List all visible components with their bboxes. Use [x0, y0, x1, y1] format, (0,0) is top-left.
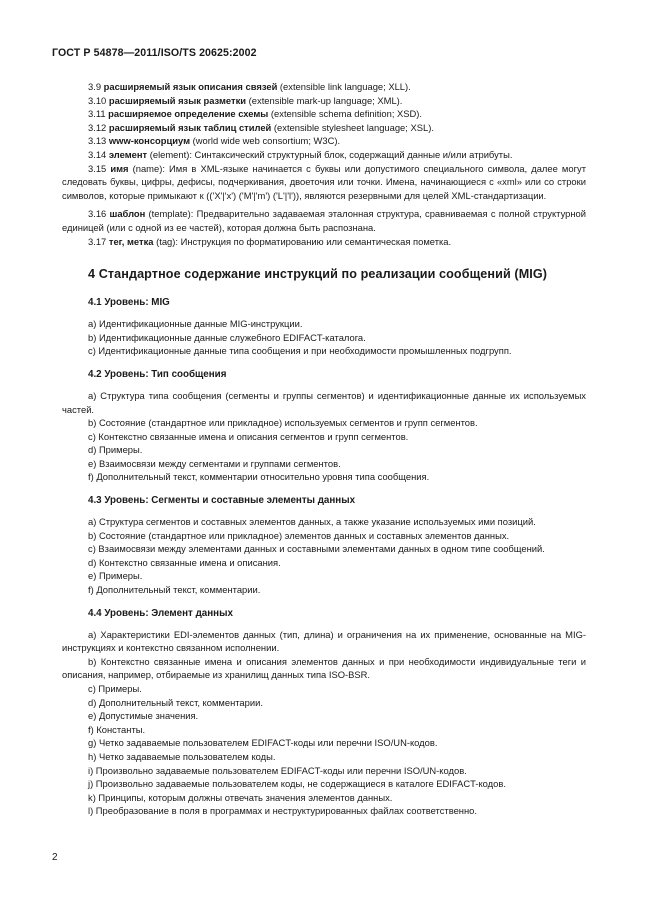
list-item: h) Четко задаваемые пользователем коды.	[88, 750, 276, 762]
list-item: c) Взаимосвязи между элементами данных и составными элементами данных в одном типе сообщений.	[88, 543, 545, 555]
list-item: b) Идентификационные данные служебного EDIFACT-каталога.	[88, 331, 366, 343]
list-item: d) Контекстно связанные имена и описания.	[88, 556, 281, 568]
list-item: l) Преобразование в поля в программах и неструктурированных файлах соответственно.	[88, 805, 477, 817]
definition-3-17: 3.17 тег, метка (tag): Инструкция по форматированию или семантическая пометка.	[88, 235, 452, 247]
subsection-4-2-title: 4.2 Уровень: Тип сообщения	[88, 368, 227, 380]
list-item: b) Контекстно связанные имена и описания элементов данных и при необходимости индивидуальные теги и описания, например, отбираемые из хранилищ данных типа ISO-BSR.	[62, 655, 586, 681]
subsection-4-3-title: 4.3 Уровень: Сегменты и составные элементы данных	[88, 495, 356, 507]
definition-3-13: 3.13 www-консорциум (world wide web consortium; W3C).	[88, 135, 341, 147]
page-content	[62, 80, 586, 818]
list-item: j) Произвольно задаваемые пользователем коды, не содержащиеся в каталоге EDIFACT-кодов.	[88, 778, 506, 790]
list-item: f) Дополнительный текст, комментарии.	[88, 584, 261, 596]
list-item: k) Принципы, которым должны отвечать значения элементов данных.	[88, 791, 393, 803]
running-header: ГОСТ Р 54878—2011/ISO/TS 20625:2002	[52, 47, 257, 59]
subsection-4-1-title: 4.1 Уровень: MIG	[88, 297, 170, 309]
list-item: b) Состояние (стандартное или прикладное) элементов данных и составных элементов данных.	[88, 529, 510, 541]
definition-3-14: 3.14 элемент (element): Синтаксический структурный блок, содержащий данные и/или атрибуты.	[88, 148, 513, 160]
list-item: c) Контекстно связанные имена и описания сегментов и групп сегментов.	[88, 430, 409, 442]
list-item: e) Примеры.	[88, 570, 143, 582]
list-item: d) Дополнительный текст, комментарии.	[88, 696, 263, 708]
list-item: a) Идентификационные данные MIG-инструкции.	[88, 318, 303, 330]
list-item: b) Состояние (стандартное или прикладное) используемых сегментов и групп сегментов.	[88, 417, 478, 429]
definition-3-15: 3.15 имя (name): Имя в XML-языке начинается с буквы или допустимого специального символа, далее могут следовать буквы, цифры, дефисы, подчеркивания, двоеточия или точки. Имена, начинающиеся с «xml» или со строки символов, которые примыкают к (('X'|'x') ('M'|'m') ('L'|'l')), являются резервными для целей XML-стандартизации.	[62, 162, 586, 201]
list-item: d) Примеры.	[88, 444, 143, 456]
definition-3-9: 3.9 расширяемый язык описания связей (extensible link language; XLL).	[88, 81, 411, 92]
definition-3-12: 3.12 расширяемый язык таблиц стилей (extensible stylesheet language; XSL).	[88, 121, 434, 133]
list-item: f) Дополнительный текст, комментарии относительно уровня типа сообщения.	[88, 471, 430, 483]
section-4-title: 4 Стандартное содержание инструкций по реализации сообщений (MIG)	[88, 267, 548, 282]
list-item: a) Структура типа сообщения (сегменты и группы сегментов) и идентификационные данные их используемых частей.	[62, 389, 586, 415]
list-item: c) Примеры.	[88, 683, 142, 694]
list-item: e) Взаимосвязи между сегментами и группами сегментов.	[88, 457, 341, 469]
list-item: g) Четко задаваемые пользователем EDIFACT-коды или перечни ISO/UN-кодов.	[88, 737, 438, 749]
list-item: a) Структура сегментов и составных элементов данных, а также указание используемых ими позиций.	[88, 516, 536, 528]
subsection-4-4-title: 4.4 Уровень: Элемент данных	[88, 607, 233, 619]
list-item: c) Идентификационные данные типа сообщения и при необходимости промышленных подгрупп.	[88, 345, 512, 357]
list-item: f) Константы.	[88, 723, 146, 735]
definition-3-10: 3.10 расширяемый язык разметки (extensible mark-up language; XML).	[88, 94, 403, 106]
list-item: a) Характеристики EDI-элементов данных (тип, длина) и ограничения на их применение, основанные на MIG-инструкциях и контекстно связанном исполнении.	[62, 628, 586, 654]
definition-3-11: 3.11 расширяемое определение схемы (extensible schema definition; XSD).	[88, 108, 423, 120]
page-number: 2	[52, 852, 58, 863]
list-item: i) Произвольно задаваемые пользователем EDIFACT-коды или перечни ISO/UN-кодов.	[88, 764, 467, 776]
definition-3-16: 3.16 шаблон (template): Предварительно задаваемая эталонная структура, сравниваемая с полной структурной единицей (или с одной из ее частей), которая должна быть распознана.	[62, 208, 586, 233]
list-item: e) Допустимые значения.	[88, 710, 199, 722]
